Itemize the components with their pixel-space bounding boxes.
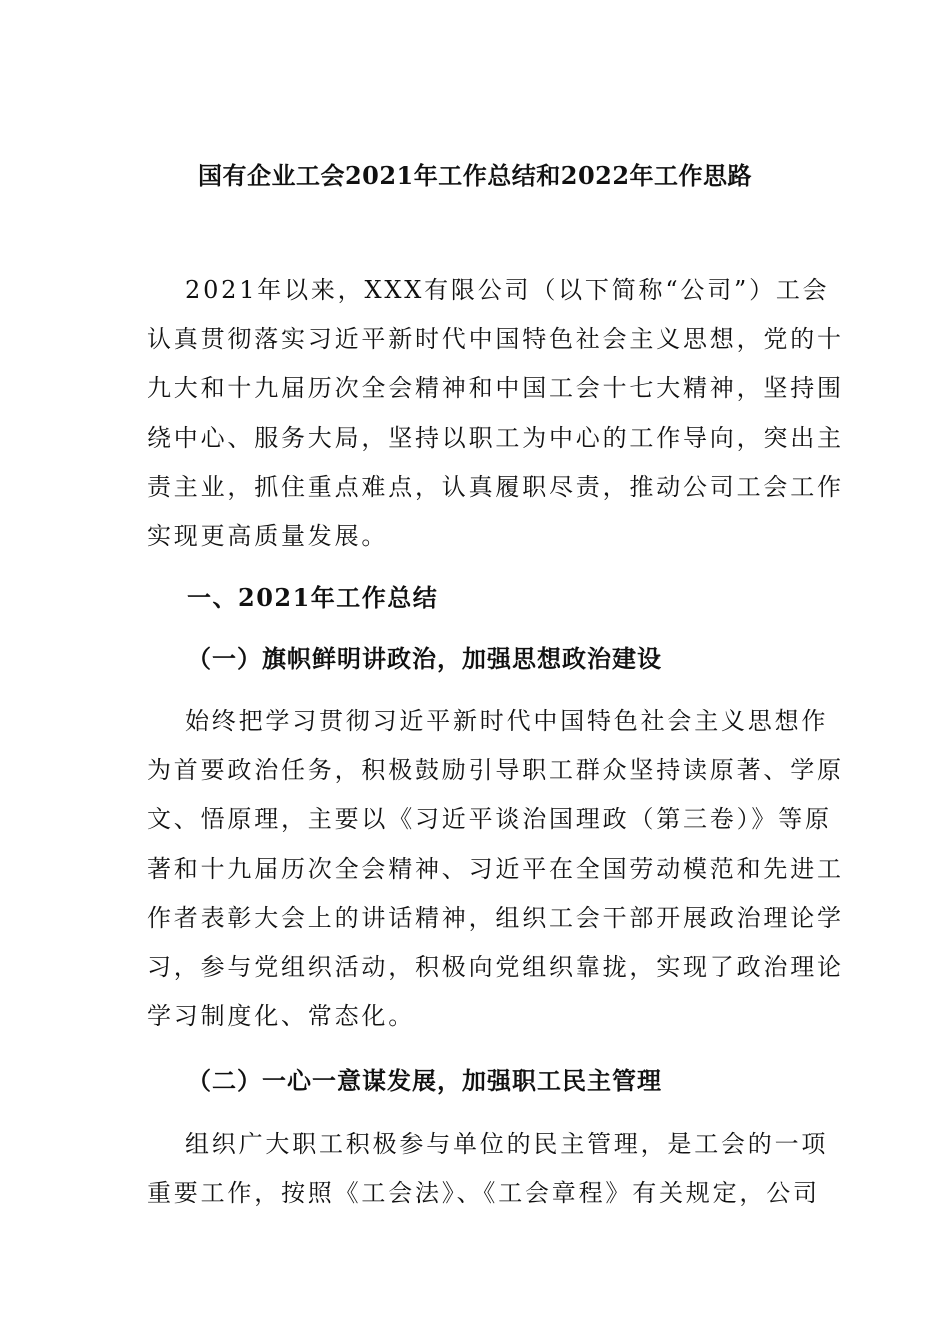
document-title: 国有企业工会2021年工作总结和2022年工作思路 <box>197 161 753 190</box>
paragraph-line: 组织广大职工积极参与单位的民主管理，是工会的一项 <box>185 1130 829 1158</box>
paragraph-line: 作者表彰大会上的讲话精神，组织工会干部开展政治理论学 <box>147 903 844 932</box>
paragraph-line: 重要工作，按照《工会法》、《工会章程》有关规定，公司 <box>147 1179 820 1208</box>
paragraph-line: 学习制度化、常态化。 <box>147 1002 415 1031</box>
paragraph-line: 责主业，抓住重点难点，认真履职尽责，推动公司工会工作 <box>147 472 844 501</box>
paragraph-line: 2021年以来，XXX有限公司（以下简称“公司”）工会 <box>185 276 830 304</box>
subsection-heading-2: （二）一心一意谋发展，加强职工民主管理 <box>187 1066 662 1095</box>
subsection-2-paragraph <box>147 1120 829 1218</box>
subsection-1-paragraph <box>147 697 844 1041</box>
paragraph-line: 实现更高质量发展。 <box>147 522 389 551</box>
intro-paragraph <box>147 266 844 561</box>
paragraph-line: 文、悟原理，主要以《习近平谈治国理政（第三卷）》等原 <box>147 805 832 834</box>
paragraph-line: 九大和十九届历次全会精神和中国工会十七大精神，坚持围 <box>147 374 844 403</box>
paragraph-line: 习，参与党组织活动，积极向党组织靠拢，实现了政治理论 <box>147 953 844 982</box>
paragraph-line: 为首要政治任务，积极鼓励引导职工群众坚持读原著、学原 <box>147 756 844 785</box>
paragraph-line: 著和十九届历次全会精神、习近平在全国劳动模范和先进工 <box>147 854 844 883</box>
paragraph-line: 绕中心、服务大局，坚持以职工为中心的工作导向，突出主 <box>147 423 844 452</box>
subsection-heading-1: （一）旗帜鲜明讲政治，加强思想政治建设 <box>187 644 662 673</box>
paragraph-line: 始终把学习贯彻习近平新时代中国特色社会主义思想作 <box>185 707 829 735</box>
section-heading: 一、2021年工作总结 <box>187 583 439 612</box>
paragraph-line: 认真贯彻落实习近平新时代中国特色社会主义思想，党的十 <box>147 325 844 354</box>
